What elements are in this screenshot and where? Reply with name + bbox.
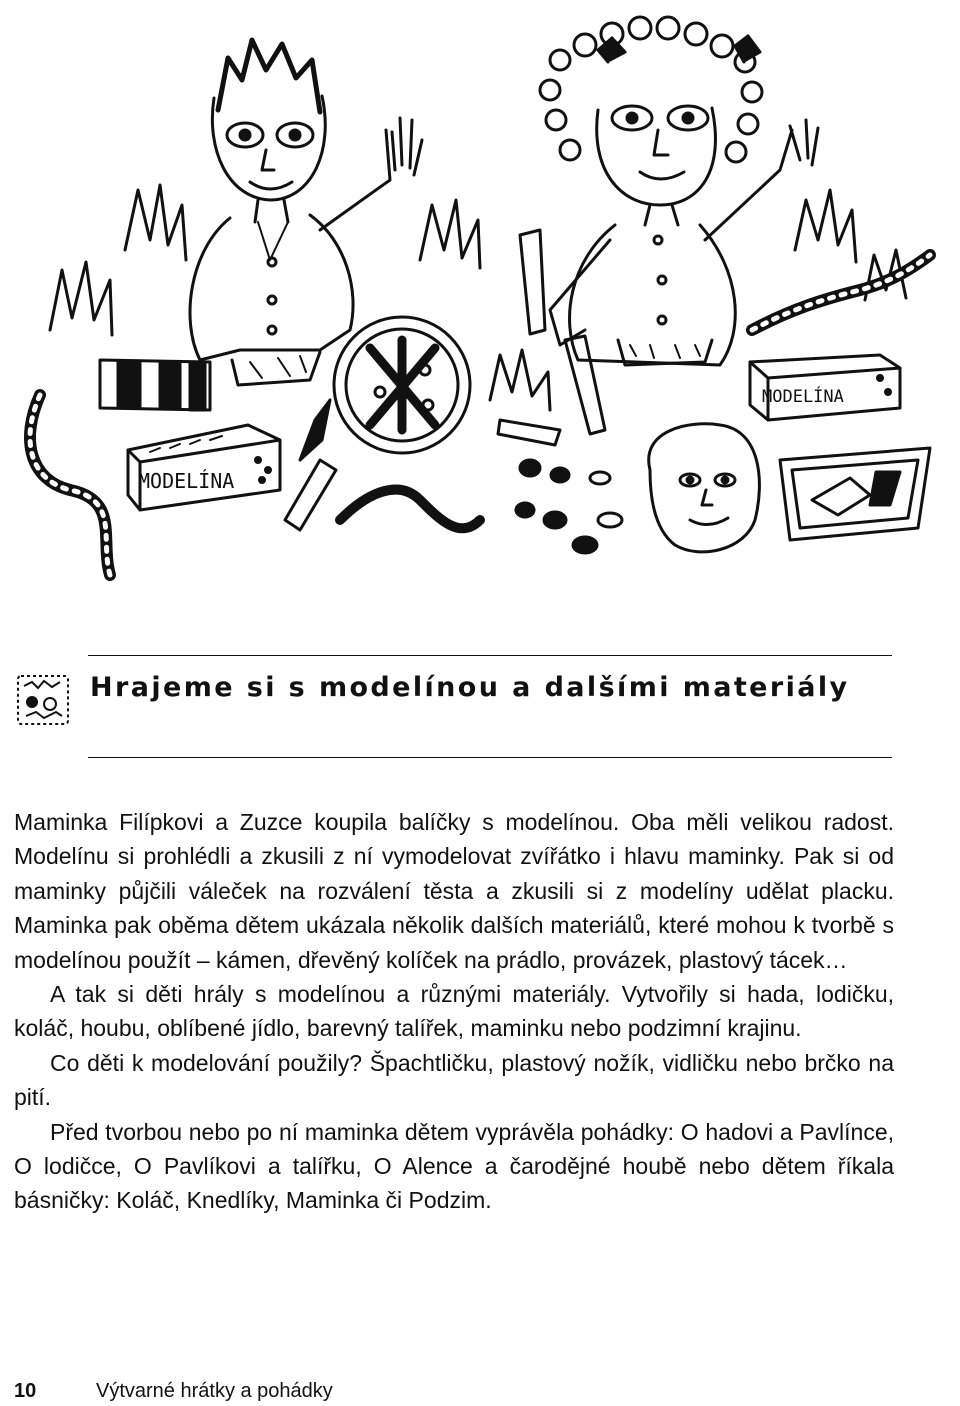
- title-rule-bottom: [88, 757, 892, 758]
- title-rule-top: [88, 655, 892, 656]
- body-text: [14, 805, 894, 1218]
- paragraph: Maminka Filípkovi a Zuzce koupila balíčky s modelínou. Oba měli velikou radost. Modelínu si prohlédli a zkusili z ní vymodelovat zvířátko i hlavu maminky. Pak si od maminky půjčili váleček na rozválení těsta a zkusili si z modelíny udělat placku. Maminka pak oběma dětem ukázala několik dalších materiálů, které mohou k tvorbě s modelínou použít – kámen, dřevěný kolíček na prádlo, provázek, plastový tácek…: [14, 809, 894, 973]
- page-footer: [14, 1376, 333, 1406]
- clay-box-right: [750, 355, 900, 420]
- striped-clay-block: [100, 360, 210, 410]
- rope-snake-left: [30, 395, 110, 575]
- clay-blobs: [516, 460, 622, 553]
- clay-box-left: [128, 425, 280, 510]
- paragraph: Před tvorbou nebo po ní maminka dětem vyprávěla pohádky: O hadovi a Pavlínce, O lodičce, O Pavlíkovi a talířku, O Alence a čarodějné houbě nebo dětem říkala básničky: Koláč, Knedlíky, Maminka či Podzim.: [14, 1118, 894, 1214]
- clay-face: [649, 424, 760, 552]
- box-label-right: MODELÍNA: [762, 387, 844, 407]
- boy-figure: [190, 40, 422, 385]
- section-icon: [14, 672, 72, 728]
- section-title: Hrajeme si s modelínou a dalšími materiály: [90, 672, 850, 703]
- children-modeling-illustration: [0, 0, 960, 600]
- clay-ribbon: [340, 490, 480, 529]
- book-title: Výtvarné hrátky a pohádky: [96, 1380, 333, 1402]
- page-number: 10: [14, 1380, 37, 1402]
- paragraph: A tak si děti hrály s modelínou a různými materiály. Vytvořily si hada, lodičku, koláč, houbu, oblíbené jídlo, barevný talířek, maminku nebo podzimní krajinu.: [14, 981, 894, 1042]
- plastic-tray: [780, 448, 930, 540]
- box-label-left: MODELÍNA: [138, 469, 235, 493]
- paragraph: Co děti k modelování použily? Špachtličku, plastový nožík, vidličku nebo brčko na pití.: [14, 1049, 894, 1111]
- pizza-plate: [334, 317, 470, 453]
